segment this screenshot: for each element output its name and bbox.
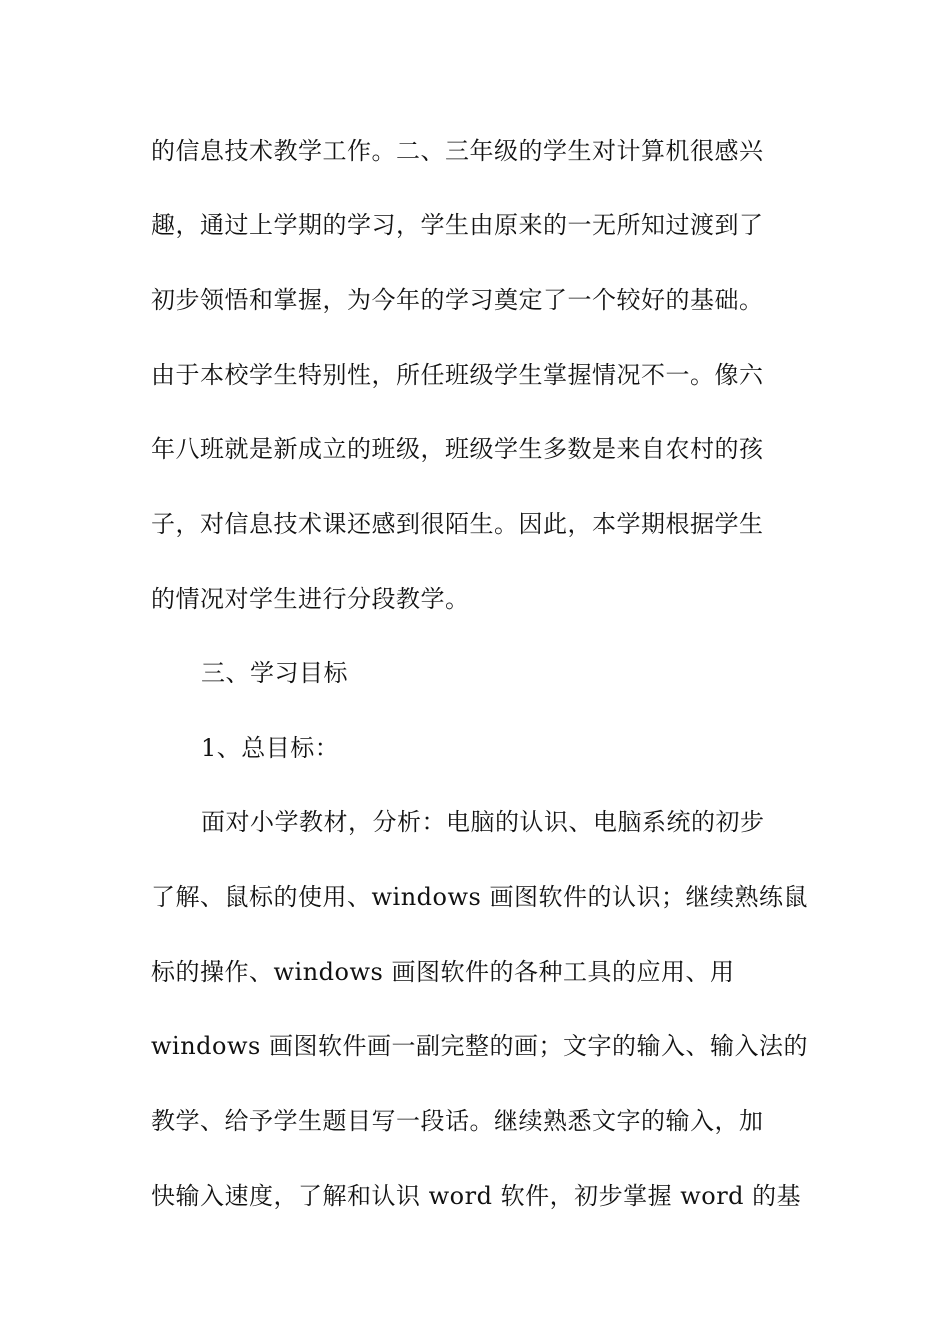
body-text-line: 了解、鼠标的使用、windows 画图软件的认识；继续熟练鼠: [151, 883, 808, 911]
body-text-line: 教学、给予学生题目写一段话。继续熟悉文字的输入，加: [151, 1107, 764, 1135]
body-text-line: 标的操作、windows 画图软件的各种工具的应用、用: [151, 958, 735, 986]
body-text-line: 快输入速度，了解和认识 word 软件，初步掌握 word 的基: [151, 1182, 802, 1210]
body-text-line: 初步领悟和掌握，为今年的学习奠定了一个较好的基础。: [151, 286, 764, 314]
body-text-line: windows 画图软件画一副完整的画；文字的输入、输入法的: [151, 1032, 808, 1060]
body-text-line: 年八班就是新成立的班级，班级学生多数是来自农村的孩: [151, 435, 764, 463]
body-text-line: 的情况对学生进行分段教学。: [151, 585, 470, 613]
body-text-line: 面对小学教材，分析：电脑的认识、电脑系统的初步: [201, 808, 765, 836]
body-text-line: 由于本校学生特别性，所任班级学生掌握情况不一。像六: [151, 361, 764, 389]
body-text-line: 的信息技术教学工作。二、三年级的学生对计算机很感兴: [151, 137, 764, 165]
body-text-line: 子，对信息技术课还感到很陌生。因此，本学期根据学生: [151, 510, 764, 538]
section-heading: 三、学习目标: [201, 659, 348, 687]
body-text-line: 趣，通过上学期的学习，学生由原来的一无所知过渡到了: [151, 211, 764, 239]
subsection-heading: 1、总目标：: [201, 734, 340, 762]
